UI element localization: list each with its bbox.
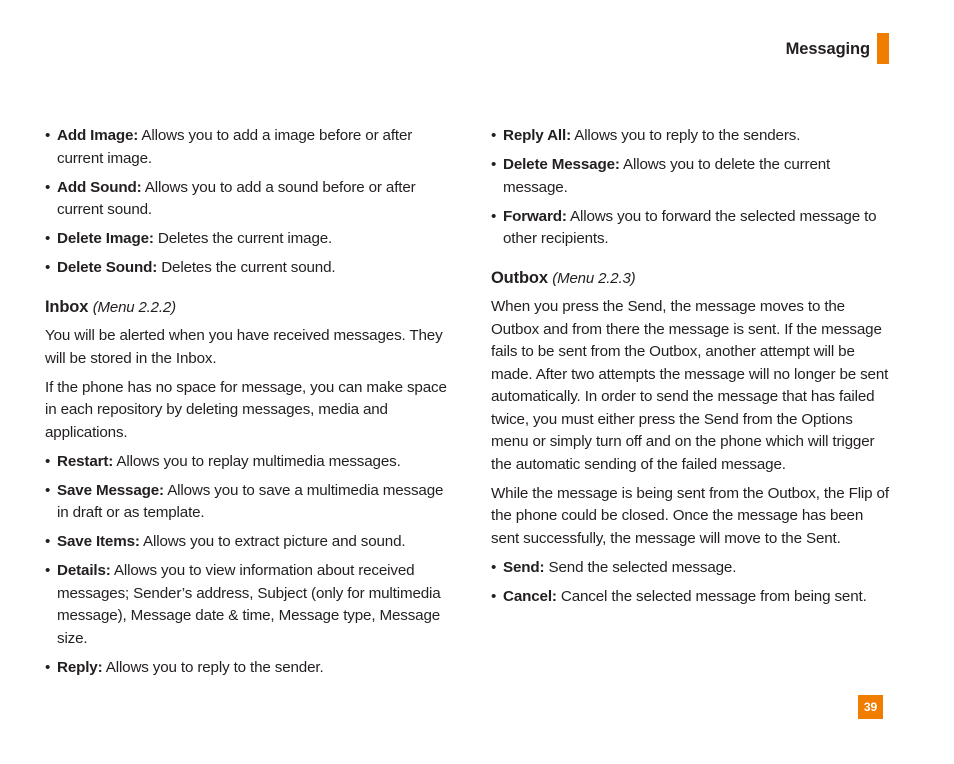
bullet-term: Details: bbox=[57, 562, 111, 579]
bullet-dot-icon: • bbox=[45, 127, 51, 144]
bullet-term: Cancel: bbox=[503, 587, 557, 605]
bullet-desc: Allows you to view information about received messages; Sender’s address, Subject (only for multimedia message), Message date & time, Message type, Message size. bbox=[57, 562, 441, 647]
bullet-item bbox=[45, 531, 450, 554]
inbox-heading bbox=[45, 296, 450, 320]
heading-menu-ref: (Menu 2.2.2) bbox=[92, 298, 176, 316]
bullet-term: Save Items: bbox=[57, 533, 140, 550]
bullet-desc: Allows you to save a multimedia message in draft or as template. bbox=[57, 481, 444, 521]
bullet-term: Add Image: bbox=[57, 127, 139, 144]
bullet-dot-icon: • bbox=[45, 230, 51, 247]
paragraph: If the phone has no space for message, you can make space in each repository by deleting messages, media and applications. bbox=[45, 378, 447, 441]
bullet-desc: Allows you to add a sound before or after current sound. bbox=[57, 178, 416, 218]
bullet-term: Reply: bbox=[57, 658, 103, 676]
paragraph: You will be alerted when you have received messages. They will be stored in the Inbox. bbox=[45, 327, 443, 367]
page-number: 39 bbox=[858, 695, 883, 719]
bullet-item bbox=[491, 125, 891, 148]
bullet-dot-icon: • bbox=[45, 452, 51, 470]
section-accent-bar bbox=[877, 33, 889, 64]
bullet-desc: Allows you to forward the selected message to other recipients. bbox=[503, 207, 877, 247]
bullet-item bbox=[491, 586, 891, 609]
bullet-item bbox=[45, 125, 450, 170]
bullet-item bbox=[45, 560, 450, 650]
bullet-dot-icon: • bbox=[491, 587, 497, 605]
bullet-dot-icon: • bbox=[491, 207, 497, 225]
bullet-dot-icon: • bbox=[45, 178, 51, 196]
bullet-desc: Deletes the current image. bbox=[153, 230, 333, 247]
bullet-item bbox=[45, 451, 450, 474]
bullet-desc: Deletes the current sound. bbox=[157, 259, 336, 276]
bullet-dot-icon: • bbox=[45, 533, 51, 550]
bullet-dot-icon: • bbox=[45, 658, 51, 676]
bullet-dot-icon: • bbox=[45, 562, 51, 579]
bullet-desc: Allows you to extract picture and sound. bbox=[139, 533, 406, 550]
bullet-dot-icon: • bbox=[491, 558, 497, 576]
heading-title: Outbox bbox=[491, 268, 548, 287]
bullet-term: Delete Sound: bbox=[57, 259, 158, 276]
bullet-desc: Allows you to replay multimedia messages. bbox=[113, 452, 401, 470]
bullet-item bbox=[45, 657, 450, 680]
paragraph: When you press the Send, the message moves to the Outbox and from there the message is sent. If the message fails to be sent from the Outbox, another attempt will be made. After two attempts the message will no longer be sent automatically. In order to send the message that has failed twice, you must either press the Send from the Options menu or simply turn off and on the phone which will trigger the automatic sending of the failed message. bbox=[491, 298, 889, 473]
bullet-desc: Allows you to add a image before or after current image. bbox=[57, 127, 413, 167]
bullet-item bbox=[491, 557, 891, 580]
bullet-dot-icon: • bbox=[491, 156, 497, 173]
outbox-heading bbox=[491, 267, 891, 291]
heading-title: Inbox bbox=[45, 297, 89, 316]
bullet-desc: Allows you to reply to the sender. bbox=[102, 658, 324, 676]
bullet-term: Reply All: bbox=[503, 127, 571, 144]
bullet-item bbox=[45, 177, 450, 222]
bullet-term: Send: bbox=[503, 558, 545, 576]
bullet-desc: Send the selected message. bbox=[544, 558, 737, 576]
bullet-term: Delete Message: bbox=[503, 156, 620, 173]
left-column bbox=[45, 125, 450, 686]
bullet-dot-icon: • bbox=[45, 259, 51, 276]
bullet-item bbox=[45, 480, 450, 525]
bullet-term: Add Sound: bbox=[57, 178, 142, 196]
bullet-term: Forward: bbox=[503, 207, 567, 225]
bullet-desc: Cancel the selected message from being sent. bbox=[556, 587, 867, 605]
bullet-desc: Allows you to delete the current message. bbox=[503, 156, 831, 196]
bullet-item bbox=[45, 257, 450, 280]
bullet-term: Save Message: bbox=[57, 481, 164, 499]
right-column bbox=[491, 125, 891, 615]
paragraph: While the message is being sent from the Outbox, the Flip of the phone could be closed. Once the message has been sent successfully, the message will move to the Sent. bbox=[491, 484, 889, 547]
section-title: Messaging bbox=[785, 40, 870, 58]
bullet-term: Restart: bbox=[57, 452, 114, 470]
bullet-item bbox=[491, 154, 891, 199]
bullet-item bbox=[45, 228, 450, 251]
bullet-term: Delete Image: bbox=[57, 230, 154, 247]
heading-menu-ref: (Menu 2.2.3) bbox=[552, 269, 636, 287]
bullet-item bbox=[491, 206, 891, 251]
bullet-desc: Allows you to reply to the senders. bbox=[570, 127, 801, 144]
bullet-dot-icon: • bbox=[491, 127, 497, 144]
bullet-dot-icon: • bbox=[45, 481, 51, 499]
